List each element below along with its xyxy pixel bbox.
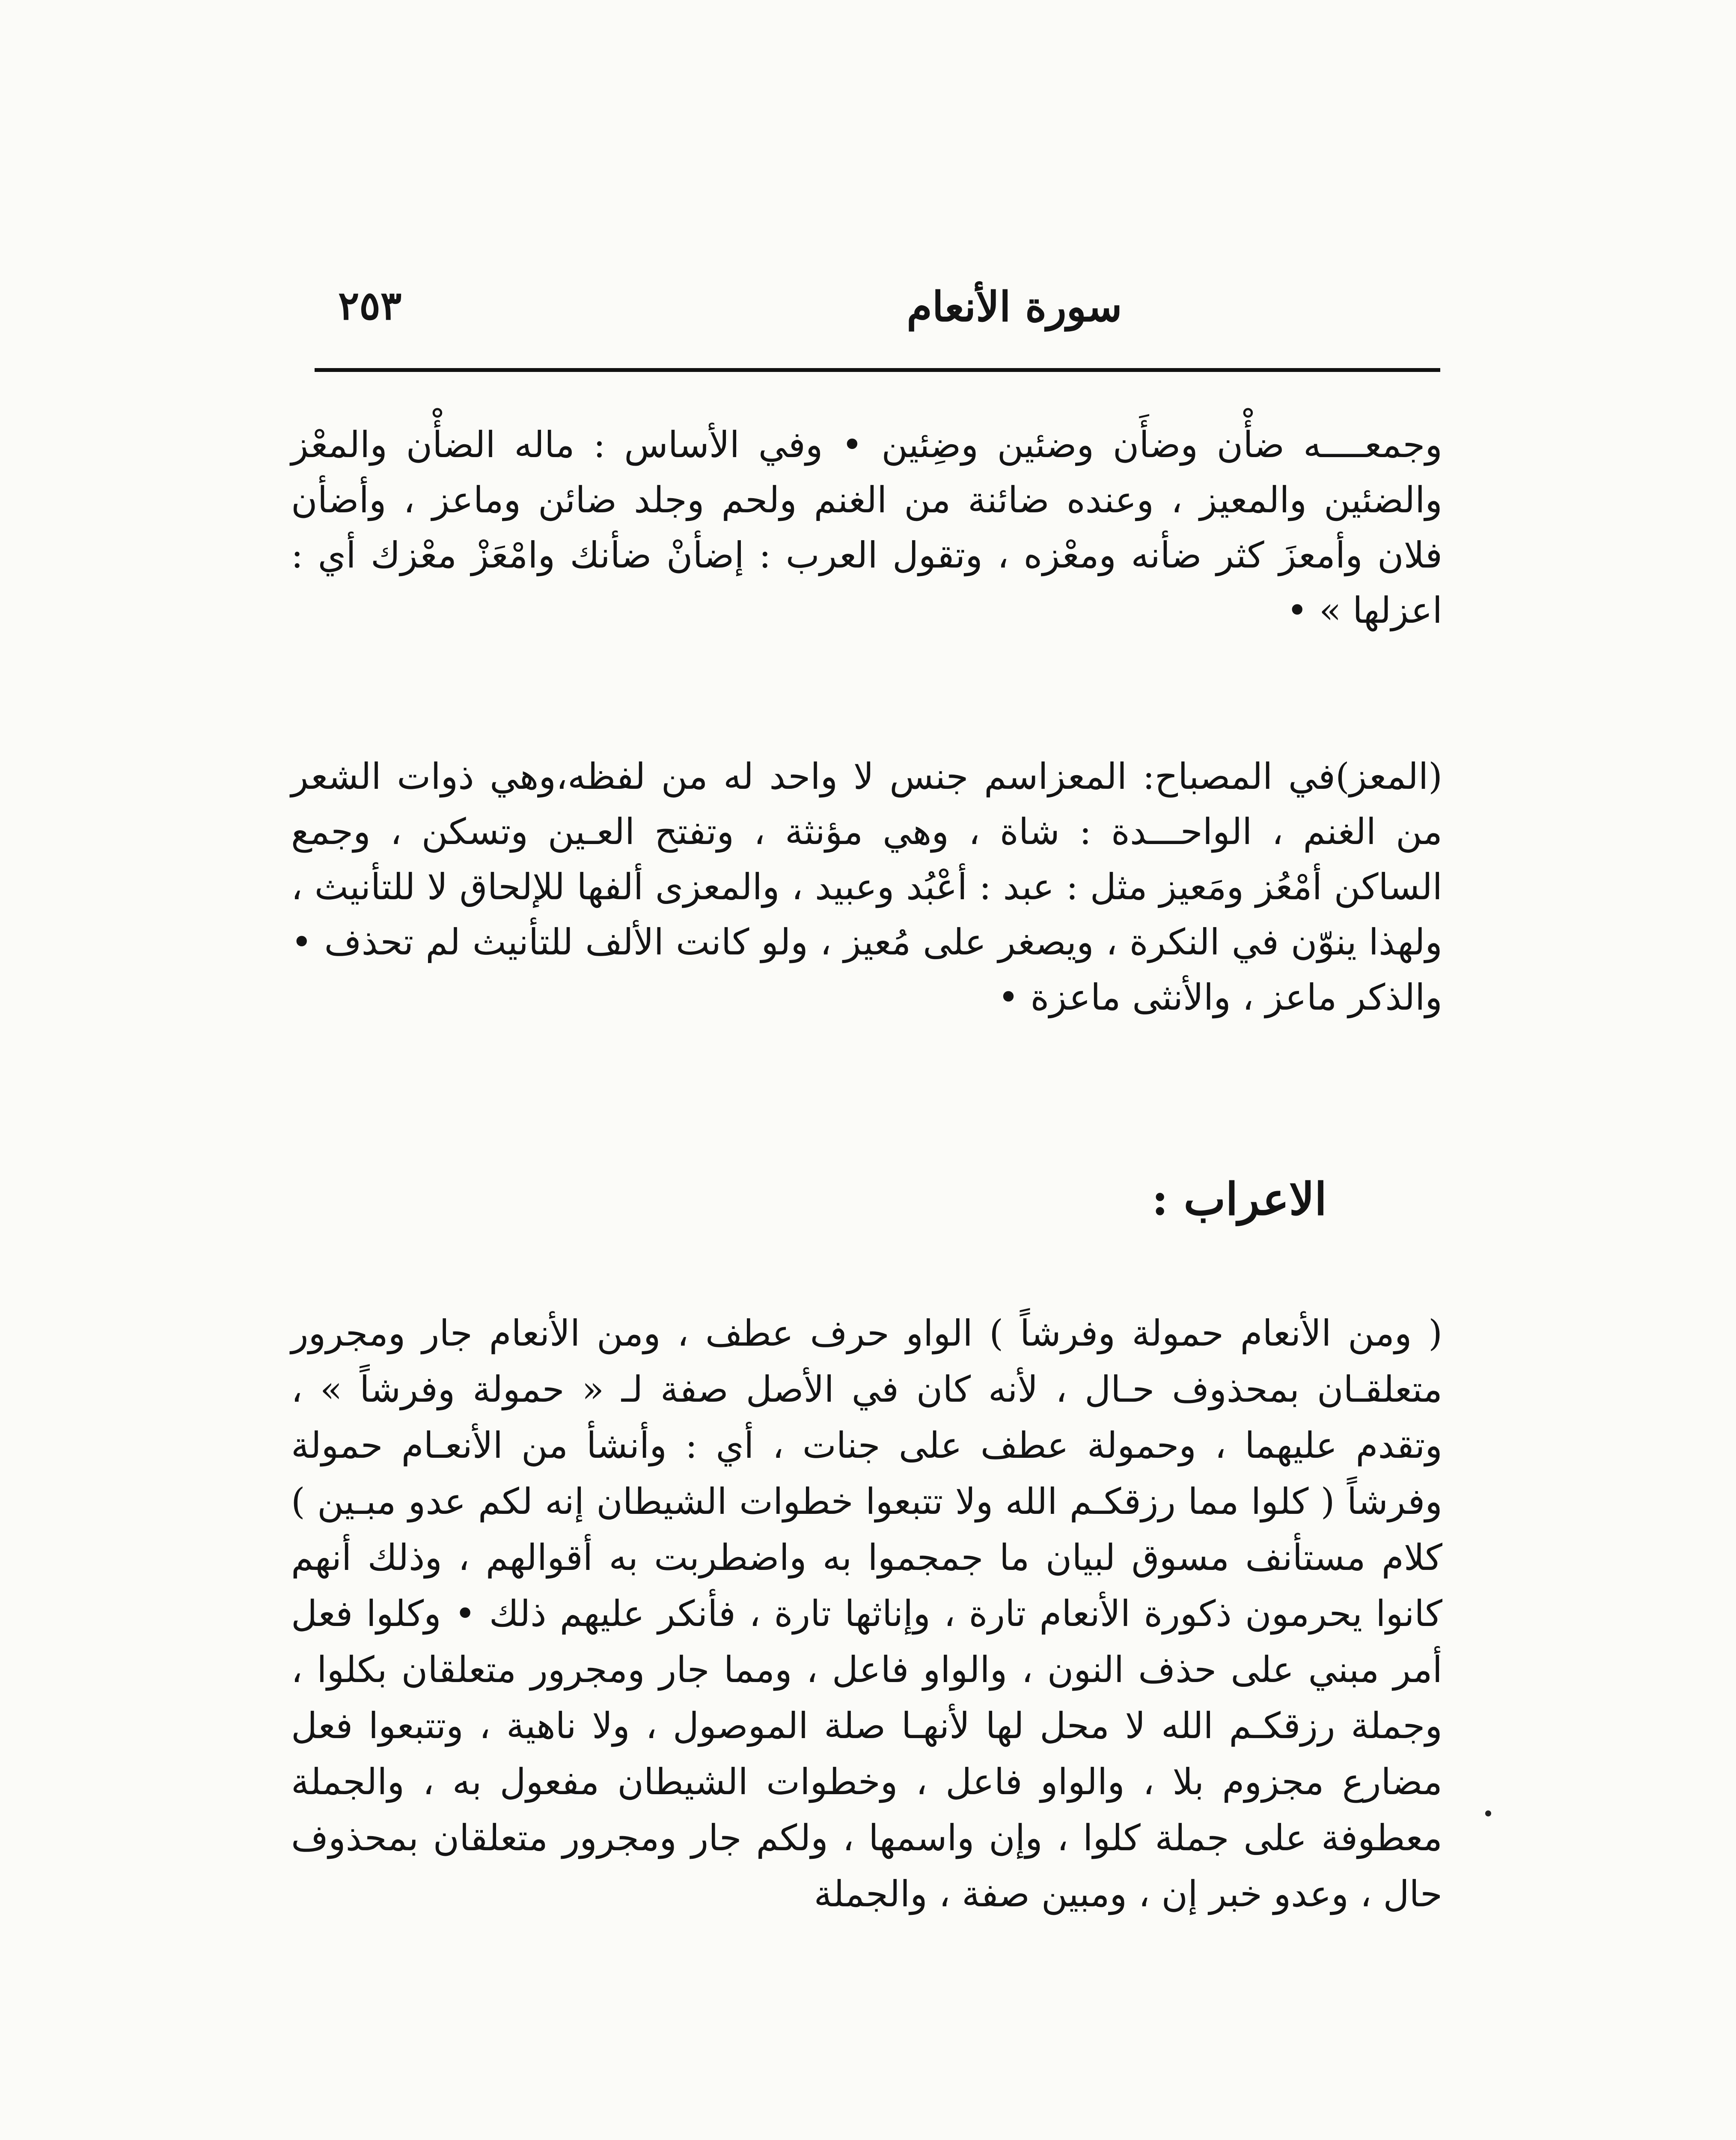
page-header xyxy=(312,282,1438,342)
header-rule xyxy=(315,368,1440,372)
scan-speck xyxy=(1485,1810,1491,1816)
paragraph-lexical-note: وجمعــــه ضأْن وضأَن وضئين وضِئين • وفي الأساس : ماله الضأْن والمعْز والضئين والمعيز ، وعنده ضائنة من الغنم ولحم وجلد ضائن وماعز ، وأضأن فلان وأمعزَ كثر ضأنه ومعْزه ، وتقول العرب : إضأنْ ضأنك وامْعَزْ معْزك أي : اعزلها » • xyxy=(291,424,1442,631)
section-heading: الاعراب : xyxy=(1151,1173,1327,1225)
paragraph-misbah-note: (المعز)في المصباح: المعزاسم جنس لا واحد له من لفظه،وهي ذوات الشعر من الغنم ، الواحـــدة : شاة ، وهي مؤنثة ، وتفتح العـين وتسكن ، وجمع الساكن أمْعُز ومَعيز مثل : عبد : أعْبُد وعبيد ، والمعزى ألفها للإلحاق لا للتأنيث ، ولهذا ينوّن في النكرة ، ويصغر على مُعيز ، ولو كانت الألف للتأنيث لم تحذف • والذكر ماعز ، والأنثى ماعزة • xyxy=(291,755,1442,1018)
page-number: ٢٥٣ xyxy=(338,282,402,329)
paragraph-grammar: ( ومن الأنعام حمولة وفرشاً ) الواو حرف عطف ، ومن الأنعام جار ومجرور متعلقـان بمحذوف حـال ، لأنه كان في الأصل صفة لـ « حمولة وفرشاً » ، وتقدم عليهما ، وحمولة عطف على جنات ، أي : وأنشأ من الأنعـام حمولة وفرشاً ( كلوا مما رزقكـم الله ولا تتبعوا خطوات الشيطان إنه لكم عدو مبـين ) كلام مستأنف مسوق لبيان ما جمجموا به واضطربت به أقوالهم ، وذلك أنهم كانوا يحرمون ذكورة الأنعام تارة ، وإناثها تارة ، فأنكر عليهم ذلك • وكلوا فعل أمر مبني على حذف النون ، والواو فاعل ، ومما جار ومجرور متعلقان بكلوا ، وجملة رزقكـم الله لا محل لها لأنهـا صلة الموصول ، ولا ناهية ، وتتبعوا فعل مضارع مجزوم بلا ، والواو فاعل ، وخطوات الشيطان مفعول به ، والجملة معطوفة على جملة كلوا ، وإن واسمها ، ولكم جار ومجرور متعلقان بمحذوف حال ، وعدو خبر إن ، ومبين صفة ، والجملة xyxy=(291,1312,1442,1915)
running-title: سورة الأنعام xyxy=(907,282,1122,331)
